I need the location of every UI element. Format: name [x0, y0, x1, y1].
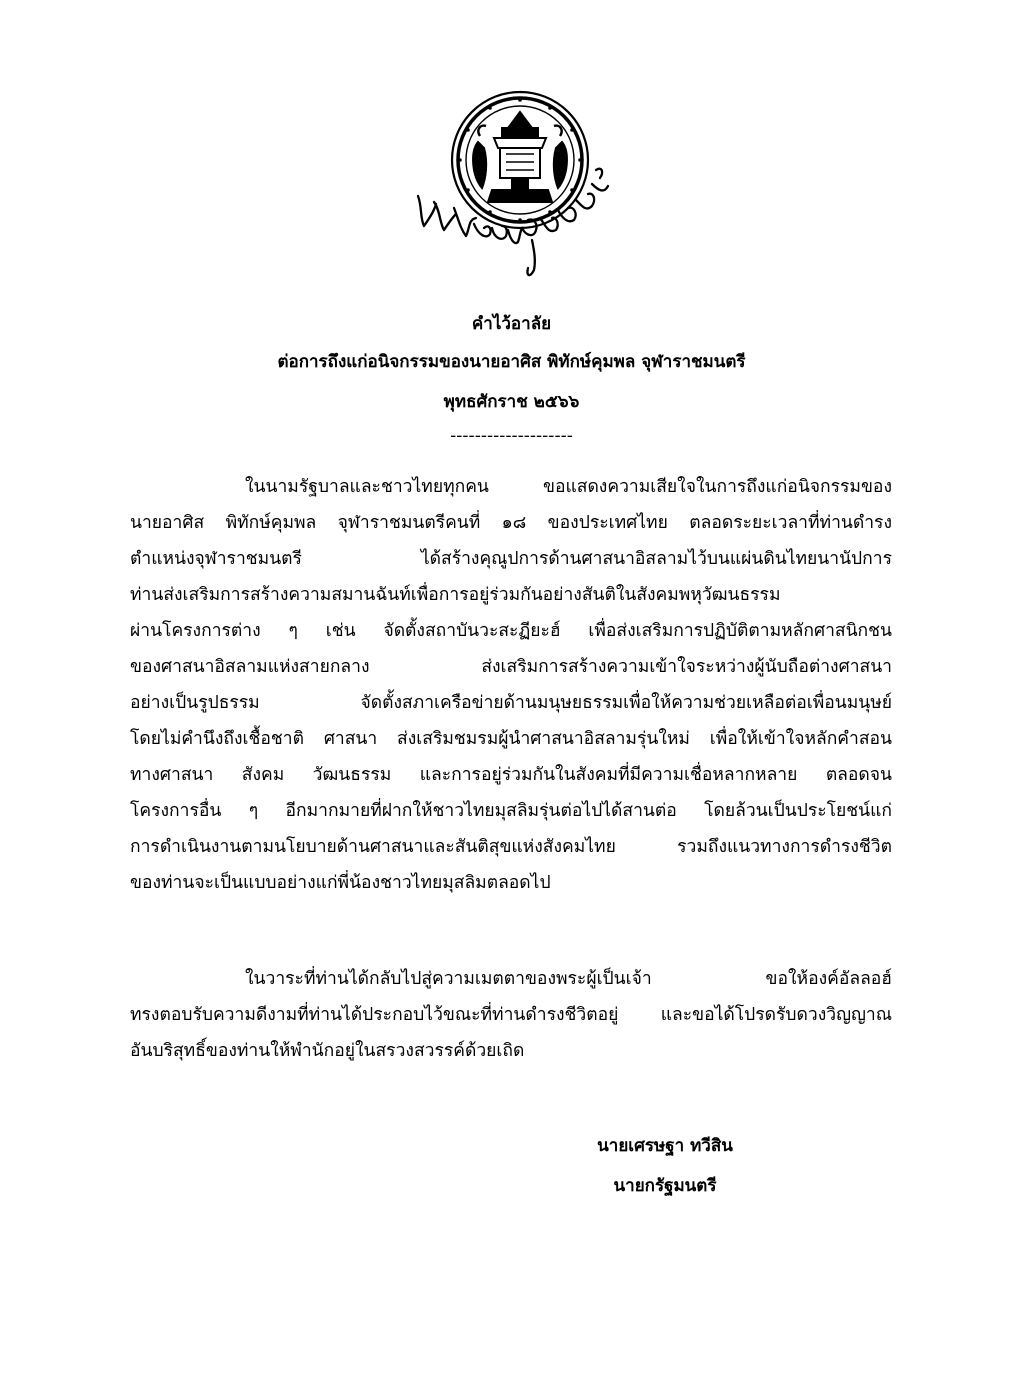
official-seal — [410, 78, 620, 293]
signatory-position: นายกรัฐมนตรี — [613, 1176, 717, 1196]
paragraph-1-line: ท่านส่งเสริมการสร้างความสมานฉันท์เพื่อการอยู่ร่วมกันอย่างสันติในสังคมพหุวัฒนธรรม — [130, 585, 781, 605]
paragraph-1-line: ตำแหน่งจุฬาราชมนตรี ได้สร้างคุณูปการด้านศาสนาอิสลามไว้บนแผ่นดินไทยนานัปการ — [130, 549, 892, 569]
paragraph-2-line: ในวาระที่ท่านได้กลับไปสู่ความเมตตาของพระผู้เป็นเจ้า ขอให้องค์อัลลอฮ์ — [245, 969, 892, 989]
paragraph-1-line: โดยไม่คำนึงถึงเชื้อชาติ ศาสนา ส่งเสริมชมรมผู้นำศาสนาอิสลามรุ่นใหม่ เพื่อให้เข้าใจหลักคำสอน — [130, 729, 892, 749]
heading-separator: -------------------- — [450, 426, 573, 446]
paragraph-1-line: ผ่านโครงการต่าง ๆ เช่น จัดตั้งสถาบันวะสะฏียะฮ์ เพื่อส่งเสริมการปฏิบัติตามหลักศาสนิกชน — [130, 621, 892, 641]
paragraph-1-line: ของท่านจะเป็นแบบอย่างแก่พี่น้องชาวไทยมุสลิมตลอดไป — [130, 873, 551, 893]
paragraph-1-line: นายอาศิส พิทักษ์คุมพล จุฬาราชมนตรีคนที่ ๑๘ ของประเทศไทย ตลอดระยะเวลาที่ท่านดำรง — [130, 513, 892, 533]
paragraph-1-line: ในนามรัฐบาลและชาวไทยทุกคน ขอแสดงความเสียใจในการถึงแก่อนิจกรรมของ — [245, 477, 892, 497]
paragraph-1-line: ทางศาสนา สังคม วัฒนธรรม และการอยู่ร่วมกันในสังคมที่มีความเชื่อหลากหลาย ตลอดจน — [130, 765, 892, 785]
paragraph-1-line: ของศาสนาอิสลามแห่งสายกลาง ส่งเสริมการสร้างความเข้าใจระหว่างผู้นับถือต่างศาสนา — [130, 657, 892, 677]
paragraph-2-line: ทรงตอบรับความดีงามที่ท่านได้ประกอบไว้ขณะที่ท่านดำรงชีวิตอยู่ และขอได้โปรดรับดวงวิญญาณ — [130, 1005, 892, 1025]
paragraph-1-line: โครงการอื่น ๆ อีกมากมายที่ฝากให้ชาวไทยมุสลิมรุ่นต่อไปได้สานต่อ โดยล้วนเป็นประโยชน์แก่ — [130, 801, 892, 821]
thai-government-seal-icon — [410, 78, 620, 293]
paragraph-1-line: การดำเนินงานตามนโยบายด้านศาสนาและสันติสุขแห่งสังคมไทย รวมถึงแนวทางการดำรงชีวิต — [130, 837, 892, 857]
paragraph-2-line: อันบริสุทธิ์ของท่านให้พำนักอยู่ในสรวงสวรรค์ด้วยเถิด — [130, 1041, 525, 1061]
signatory-name: นายเศรษฐา ทวีสิน — [597, 1136, 733, 1156]
letter-title: คำไว้อาลัย — [471, 314, 552, 334]
paragraph-1-line: อย่างเป็นรูปธรรม จัดตั้งสภาเครือข่ายด้านมนุษยธรรมเพื่อให้ความช่วยเหลือต่อเพื่อนมนุษย์ — [130, 693, 892, 713]
letter-subtitle: ต่อการถึงแก่อนิจกรรมของนายอาศิส พิทักษ์คุมพล จุฬาราชมนตรี — [277, 352, 746, 372]
letter-year: พุทธศักราช ๒๕๖๖ — [443, 392, 580, 412]
